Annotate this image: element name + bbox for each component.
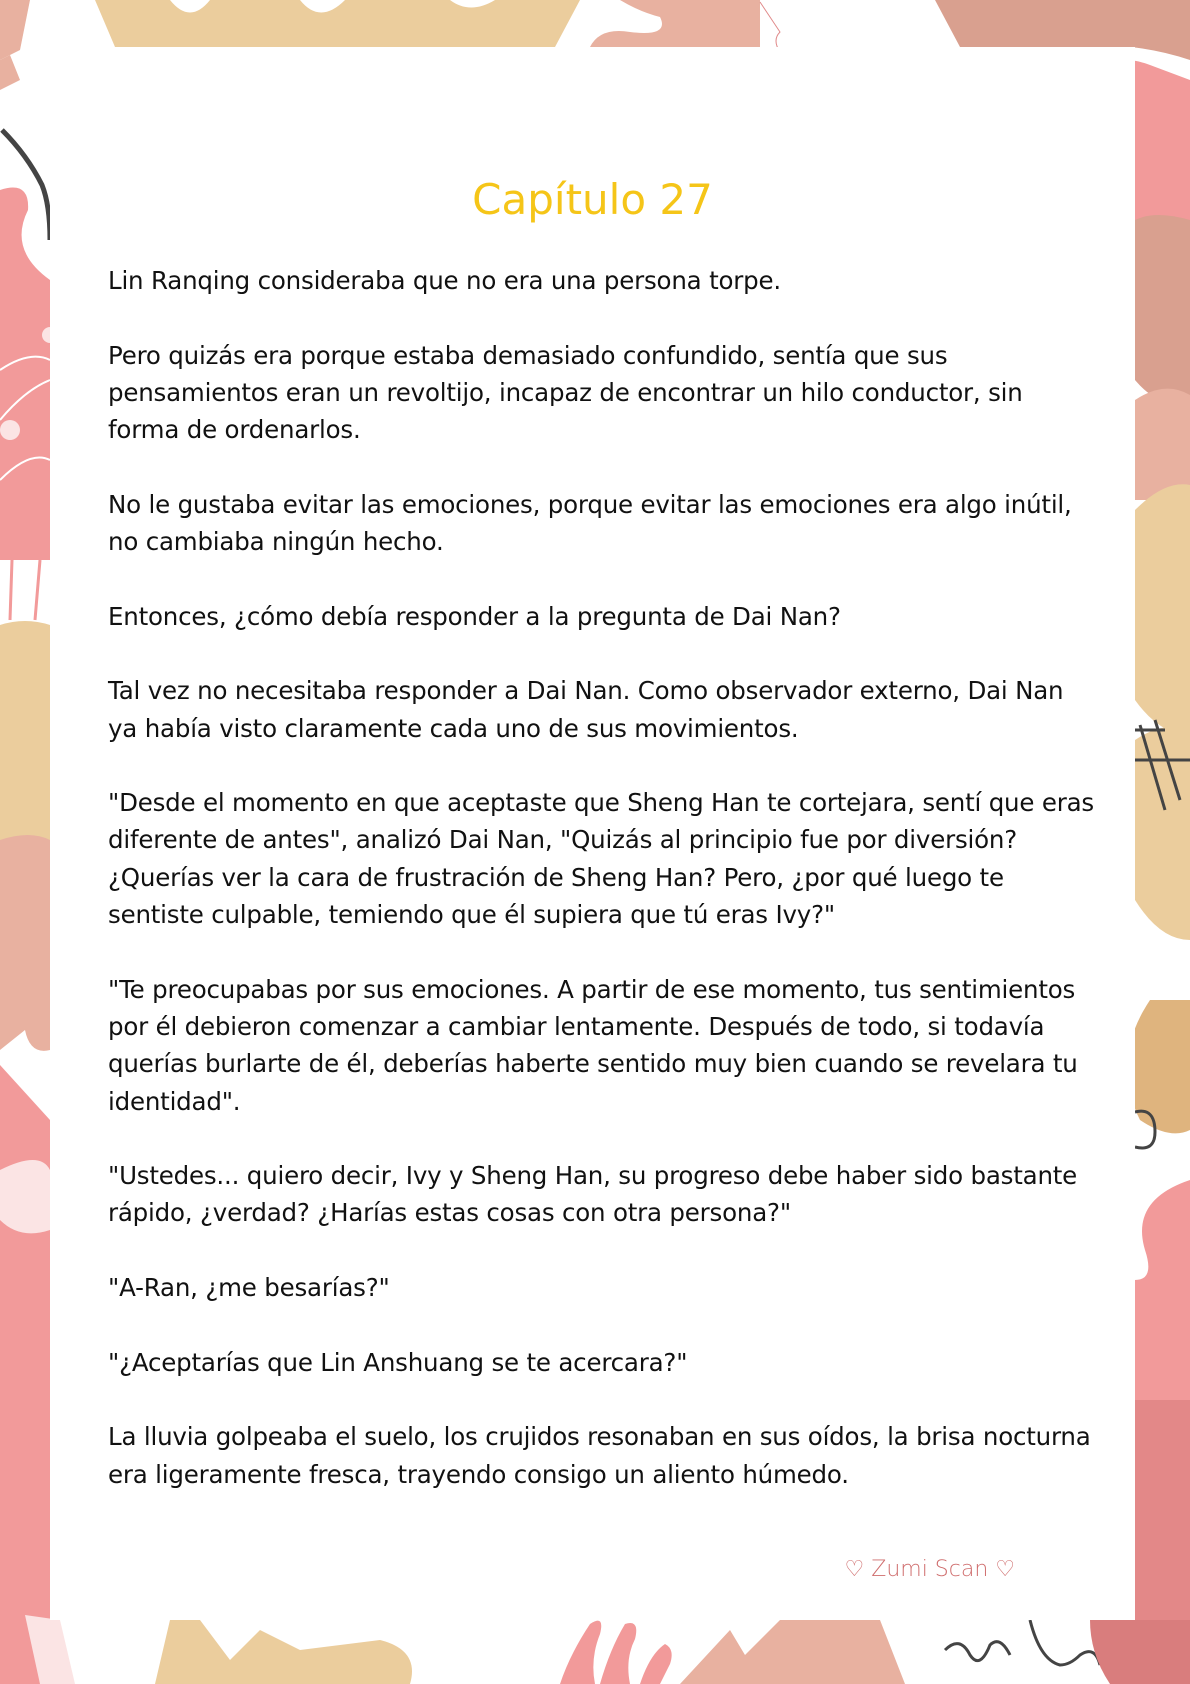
chapter-title: Capítulo 27: [472, 175, 713, 225]
paragraph: "Te preocupabas por sus emociones. A partir de ese momento, tus sentimientos por él debieron comenzar a cambiar lentamente. Después de todo, si todavía querías burlarte de él, deberías haberte sentido muy bien cuando se revelara tu identidad".: [108, 974, 1078, 1116]
paragraph: "Desde el momento en que aceptaste que Sheng Han te cortejara, sentí que eras diferente de antes", analizó Dai Nan, "Quizás al principio fue por diversión? ¿Querías ver la cara de frustración de Sheng Han? Pero, ¿por qué luego te sentiste culpable, temiendo que él supiera que tú eras Ivy?": [108, 788, 1094, 930]
chapter-body: [108, 262, 1098, 1530]
paragraph: "¿Aceptarías que Lin Anshuang se te acercara?": [108, 1347, 688, 1377]
paragraph: La lluvia golpeaba el suelo, los crujidos resonaban en sus oídos, la brisa nocturna era ligeramente fresca, trayendo consigo un aliento húmedo.: [108, 1422, 1091, 1489]
paragraph: No le gustaba evitar las emociones, porque evitar las emociones era algo inútil, no cambiaba ningún hecho.: [108, 489, 1072, 557]
paragraph: "A-Ran, ¿me besarías?": [108, 1273, 390, 1303]
paragraph: Tal vez no necesitaba responder a Dai Nan. Como observador externo, Dai Nan ya había visto claramente cada uno de sus movimientos.: [108, 676, 1064, 743]
paragraph: Entonces, ¿cómo debía responder a la pregunta de Dai Nan?: [108, 601, 841, 631]
scanlation-credit: ♡ Zumi Scan ♡: [844, 1557, 1015, 1582]
paragraph: Lin Ranqing consideraba que no era una persona torpe.: [108, 266, 781, 295]
paragraph: Pero quizás era porque estaba demasiado confundido, sentía que sus pensamientos eran un revoltijo, incapaz de encontrar un hilo conductor, sin forma de ordenarlos.: [108, 340, 1023, 445]
paragraph: "Ustedes... quiero decir, Ivy y Sheng Han, su progreso debe haber sido bastante rápido, ¿verdad? ¿Harías estas cosas con otra persona?": [108, 1161, 1078, 1228]
page-content: [50, 47, 1135, 1620]
